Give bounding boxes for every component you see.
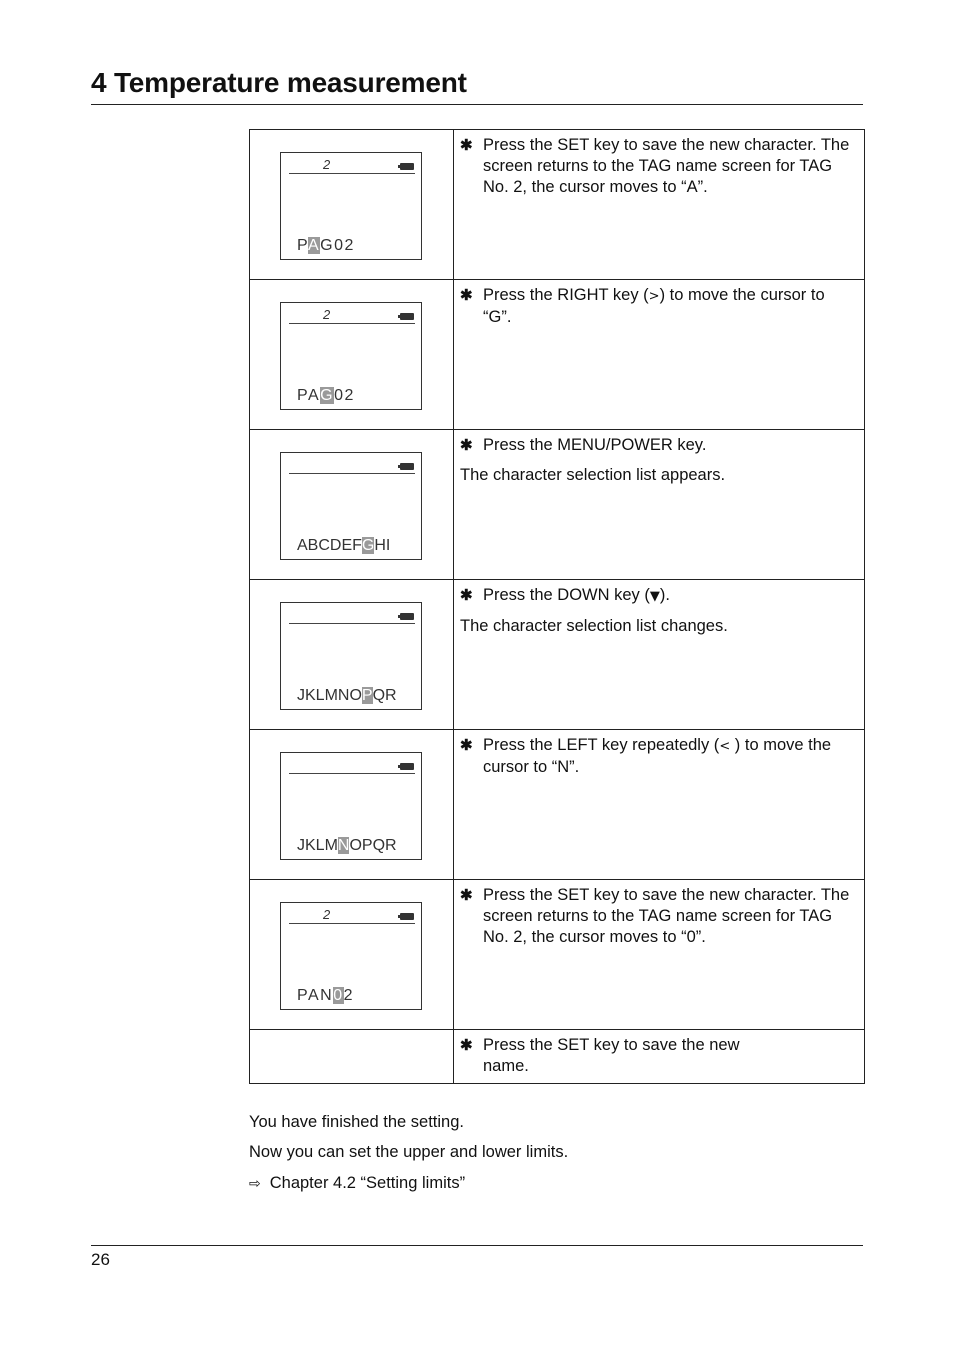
lcd-divider: [289, 173, 415, 174]
steps-table: [249, 129, 865, 1084]
lcd-screen: [280, 752, 422, 860]
battery-icon: [400, 613, 414, 620]
instruction-text: Press the MENU/POWER key.: [483, 436, 707, 454]
instruction-text: Press the SET key to save the new character. The screen returns to the TAG name screen for TAG No. 2, the cursor moves to “0”.: [483, 886, 850, 946]
lcd-text: PAG02: [297, 387, 355, 404]
left-key-icon: <: [719, 739, 731, 754]
page-header: [91, 66, 863, 105]
down-key-icon: ▼: [649, 589, 660, 604]
page-number: 26: [91, 1250, 110, 1269]
instruction-cell: [454, 730, 865, 880]
step-row: [250, 730, 865, 880]
instruction-cell: [454, 430, 865, 580]
reference-text: Chapter 4.2 “Setting limits”: [269, 1174, 466, 1192]
chapter-title: 4 Temperature measurement: [91, 67, 467, 98]
step-row: [250, 130, 865, 280]
step-row: [250, 1030, 865, 1084]
battery-icon: [400, 463, 414, 470]
lcd-screen: [280, 902, 422, 1010]
lcd-screen: [280, 602, 422, 710]
footer-rule: [91, 1245, 863, 1246]
battery-icon: [400, 163, 414, 170]
battery-icon: [400, 313, 414, 320]
step-row: [250, 430, 865, 580]
lcd-screen: [280, 152, 422, 260]
instruction-text: Press the DOWN key (▼).: [483, 586, 670, 604]
lcd-divider: [289, 623, 415, 624]
right-key-icon: >: [648, 289, 660, 304]
bullet-icon: ✱: [460, 287, 473, 304]
battery-icon: [400, 913, 414, 920]
lcd-divider: [289, 773, 415, 774]
bullet-icon: ✱: [460, 137, 473, 154]
bullet-icon: ✱: [460, 887, 473, 904]
instruction-cell: [454, 130, 865, 280]
instruction-cell: [454, 280, 865, 430]
lcd-divider: [289, 473, 415, 474]
instruction-cell: [454, 880, 865, 1030]
screen-cell: [250, 430, 454, 580]
lcd-screen: [280, 302, 422, 410]
screen-cell: [250, 280, 454, 430]
cursor-highlight: P: [361, 687, 373, 704]
lcd-text: JKLMNOPQR: [297, 687, 397, 704]
cursor-highlight: G: [361, 537, 375, 554]
step-row: [250, 580, 865, 730]
lcd-text: PAG02: [297, 237, 355, 254]
screen-cell-empty: [250, 1030, 454, 1084]
screen-cell: [250, 130, 454, 280]
instruction-cell: [454, 1030, 865, 1084]
screen-cell: [250, 730, 454, 880]
tag-number: 2: [323, 907, 331, 922]
lcd-text: JKLMNOPQR: [297, 837, 397, 854]
bullet-icon: ✱: [460, 1037, 473, 1054]
finished-text: You have finished the setting.: [249, 1113, 464, 1131]
chapter-reference[interactable]: [249, 1174, 465, 1193]
instruction-text: Press the SET key to save the new name.: [483, 1036, 740, 1075]
screen-cell: [250, 580, 454, 730]
lcd-text: PAN02: [297, 987, 355, 1004]
reference-arrow-icon: ⇨: [249, 1176, 261, 1192]
bullet-icon: ✱: [460, 437, 473, 454]
cursor-highlight: A: [307, 237, 321, 254]
instruction-note: The character selection list changes.: [460, 617, 728, 635]
lcd-text: ABCDEFGHI: [297, 537, 391, 554]
instruction-note: The character selection list appears.: [460, 466, 726, 484]
lcd-divider: [289, 323, 415, 324]
screen-cell: [250, 880, 454, 1030]
tag-number: 2: [323, 157, 331, 172]
next-step-text: Now you can set the upper and lower limits.: [249, 1143, 569, 1161]
bullet-icon: ✱: [460, 587, 473, 604]
battery-icon: [400, 763, 414, 770]
lcd-divider: [289, 923, 415, 924]
cursor-highlight: 0: [333, 987, 344, 1004]
instruction-text: Press the RIGHT key (>) to move the cursor to “G”.: [483, 286, 825, 326]
step-row: [250, 880, 865, 1030]
cursor-highlight: N: [337, 837, 350, 854]
bullet-icon: ✱: [460, 737, 473, 754]
step-row: [250, 280, 865, 430]
instruction-cell: [454, 580, 865, 730]
instruction-text: Press the SET key to save the new character. The screen returns to the TAG name screen for TAG No. 2, the cursor moves to “A”.: [483, 136, 850, 196]
cursor-highlight: G: [320, 387, 335, 404]
lcd-screen: [280, 452, 422, 560]
tag-number: 2: [323, 307, 331, 322]
instruction-text: Press the LEFT key repeatedly (< ) to move the cursor to “N”.: [483, 736, 832, 776]
